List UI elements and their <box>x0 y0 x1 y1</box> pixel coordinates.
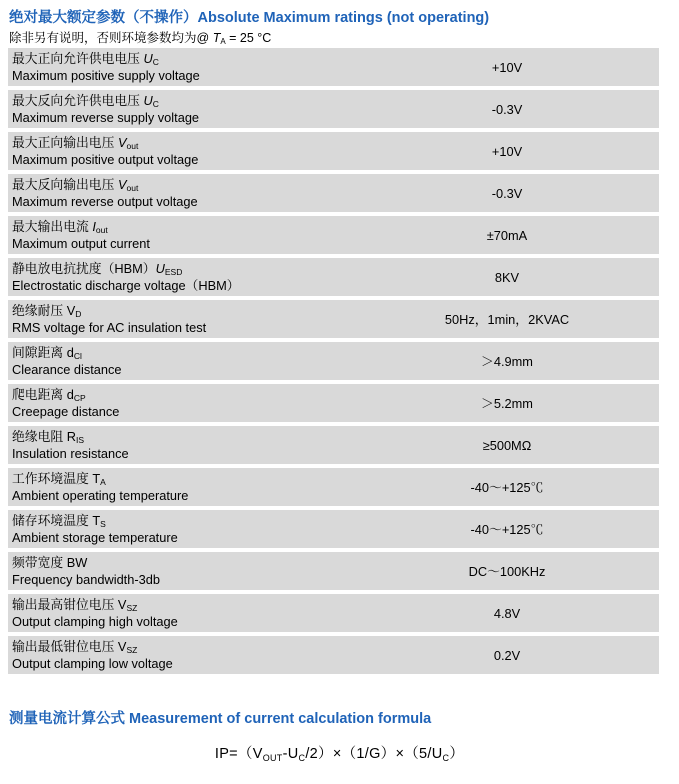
parameter-cell <box>8 594 355 632</box>
table-row <box>8 426 659 464</box>
parameter-cell <box>8 132 355 170</box>
parameter-name-zh: 输出最低钳位电压 V <box>12 639 127 654</box>
parameter-name-zh: 最大反向输出电压 <box>12 177 118 192</box>
table-row <box>8 258 659 296</box>
parameter-name-zh: 绝缘电阻 R <box>12 429 76 444</box>
parameter-cell <box>8 426 355 464</box>
parameter-name-en: Output clamping high voltage <box>12 614 178 629</box>
formula-part-b: -U <box>282 746 299 762</box>
table-row <box>8 300 659 338</box>
parameter-name-en: Maximum reverse supply voltage <box>12 110 200 125</box>
parameter-value: 50Hz，1min，2KVAC <box>355 300 659 338</box>
table-row <box>8 384 659 422</box>
parameter-cell <box>8 552 355 590</box>
table-row <box>8 510 659 548</box>
parameter-name-en: Creepage distance <box>12 404 120 419</box>
parameter-symbol-subscript: out <box>95 225 108 235</box>
parameter-symbol-subscript: IS <box>76 435 85 445</box>
parameter-name-zh: 间隙距离 d <box>12 345 74 360</box>
parameter-symbol: U <box>143 93 153 108</box>
parameter-value: +10V <box>355 48 659 86</box>
table-row <box>8 90 659 128</box>
parameter-value: ≥500MΩ <box>355 426 659 464</box>
parameter-name-en: Maximum positive output voltage <box>12 152 199 167</box>
parameter-symbol-subscript: SZ <box>126 603 138 613</box>
parameter-cell <box>8 174 355 212</box>
parameter-value: ＞5.2mm <box>355 384 659 422</box>
parameter-symbol: U <box>143 51 153 66</box>
parameter-name-zh: 最大正向输出电压 <box>12 135 118 150</box>
parameter-name-en: Clearance distance <box>12 362 122 377</box>
parameter-cell <box>8 216 355 254</box>
condition-t: T <box>212 31 221 45</box>
ratings-table <box>8 44 659 678</box>
parameter-name-zh: 频带宽度 BW <box>12 555 88 570</box>
parameter-symbol-subscript: out <box>126 141 139 151</box>
parameter-name-zh: 爬电距离 d <box>12 387 74 402</box>
formula-sub-a: OUT <box>262 753 283 763</box>
parameter-cell <box>8 342 355 380</box>
parameter-symbol: V <box>117 135 127 150</box>
parameter-symbol-subscript: A <box>100 477 106 487</box>
table-row <box>8 174 659 212</box>
current-formula <box>0 742 679 763</box>
parameter-name-en: Output clamping low voltage <box>12 656 173 671</box>
parameter-name-en: Maximum reverse output voltage <box>12 194 198 209</box>
parameter-value: ＞4.9mm <box>355 342 659 380</box>
parameter-cell <box>8 300 355 338</box>
parameter-value: -0.3V <box>355 174 659 212</box>
parameter-value: DC～100KHz <box>355 552 659 590</box>
parameter-value: 4.8V <box>355 594 659 632</box>
table-row <box>8 552 659 590</box>
parameter-value: -40～+125℃ <box>355 510 659 548</box>
table-row <box>8 342 659 380</box>
formula-part-a: IP=（V <box>214 746 263 762</box>
parameter-name-en: Maximum output current <box>12 236 150 251</box>
parameter-value: 0.2V <box>355 636 659 674</box>
parameter-name-en: RMS voltage for AC insulation test <box>12 320 207 335</box>
condition-text: 除非另有说明，否则环境参数均为 <box>9 30 197 45</box>
parameter-symbol: V <box>117 177 127 192</box>
parameter-name-en: Ambient storage temperature <box>12 530 178 545</box>
parameter-value: -0.3V <box>355 90 659 128</box>
section-title: 绝对最大额定参数（不操作）Absolute Maximum ratings (not operating) <box>9 10 490 26</box>
parameter-symbol-subscript: C <box>152 99 159 109</box>
formula-part-d: ） <box>449 746 465 762</box>
formula-sub-b: C <box>298 753 306 763</box>
table-row <box>8 48 659 86</box>
condition-t-sub: A <box>220 37 226 46</box>
parameter-name-zh: 输出最高钳位电压 V <box>12 597 127 612</box>
parameter-name-en: Ambient operating temperature <box>12 488 189 503</box>
parameter-name-en: Insulation resistance <box>12 446 129 461</box>
formula-part-c: /2）×（1/G）×（5/U <box>305 746 443 762</box>
parameter-symbol-subscript: Cl <box>73 351 82 361</box>
table-row <box>8 594 659 632</box>
parameter-cell <box>8 90 355 128</box>
parameter-name-zh: 静电放电抗扰度（HBM） <box>12 261 156 276</box>
table-row <box>8 132 659 170</box>
table-row <box>8 468 659 506</box>
parameter-symbol-subscript: CP <box>73 393 86 403</box>
parameter-name-zh: 工作环境温度 T <box>12 471 101 486</box>
parameter-symbol: I <box>92 219 96 234</box>
parameter-value: +10V <box>355 132 659 170</box>
parameter-name-en: Electrostatic discharge voltage（HBM） <box>12 278 240 293</box>
parameter-value: -40～+125℃ <box>355 468 659 506</box>
parameter-name-zh: 最大输出电流 <box>12 219 93 234</box>
parameter-cell <box>8 468 355 506</box>
parameter-cell <box>8 48 355 86</box>
table-row <box>8 216 659 254</box>
parameter-value: ±70mA <box>355 216 659 254</box>
parameter-name-en: Maximum positive supply voltage <box>12 68 200 83</box>
parameter-symbol-subscript: D <box>75 309 82 319</box>
parameter-value: 8KV <box>355 258 659 296</box>
table-row <box>8 636 659 674</box>
formula-title: 测量电流计算公式 Measurement of current calculation formula <box>9 711 432 727</box>
parameter-name-zh: 储存环境温度 T <box>12 513 101 528</box>
parameter-cell <box>8 258 355 296</box>
parameter-name-zh: 最大正向允许供电电压 <box>12 51 144 66</box>
parameter-symbol-subscript: C <box>152 57 159 67</box>
parameter-name-en: Frequency bandwidth-3db <box>12 572 160 587</box>
parameter-cell <box>8 384 355 422</box>
condition-value: = 25 °C <box>225 31 272 45</box>
parameter-symbol-subscript: SZ <box>126 645 138 655</box>
parameter-symbol-subscript: S <box>100 519 106 529</box>
parameter-name-zh: 最大反向允许供电电压 <box>12 93 144 108</box>
parameter-symbol-subscript: ESD <box>164 267 183 277</box>
formula-sub-c: C <box>442 753 450 763</box>
condition-at: @ <box>196 31 213 45</box>
parameter-cell <box>8 636 355 674</box>
parameter-symbol-subscript: out <box>126 183 139 193</box>
parameter-cell <box>8 510 355 548</box>
parameter-symbol: U <box>155 261 165 276</box>
parameter-name-zh: 绝缘耐压 V <box>12 303 76 318</box>
